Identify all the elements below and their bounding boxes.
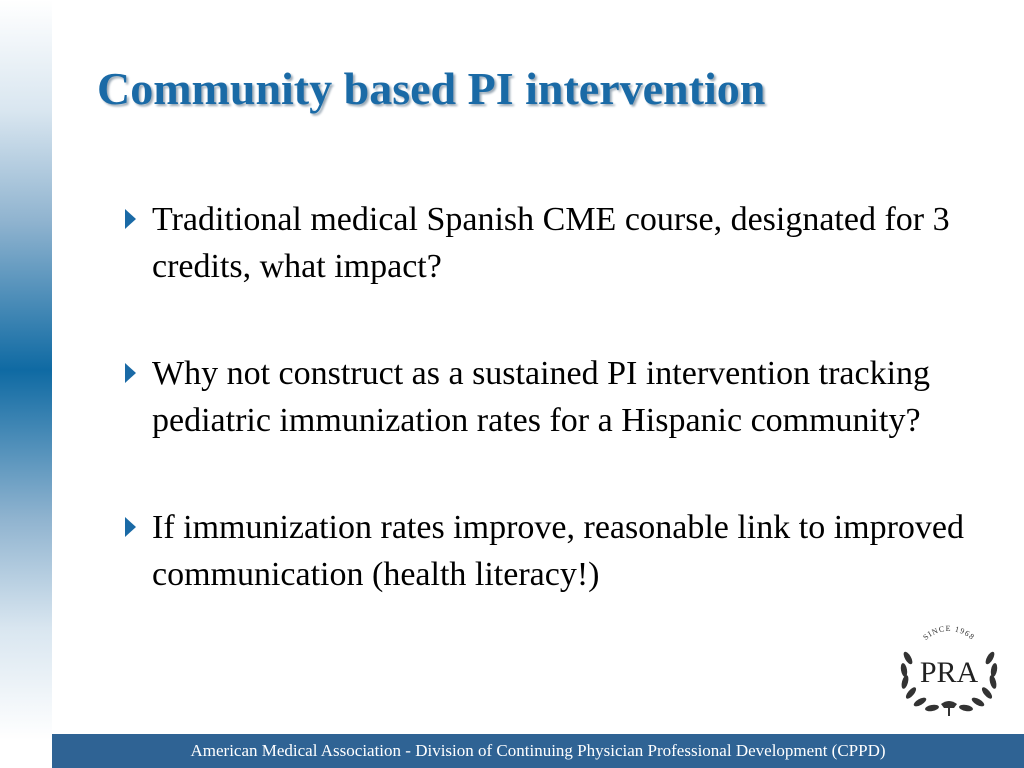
slide-title: Community based PI intervention (97, 63, 766, 114)
bullet-item (125, 350, 965, 444)
bullet-text: Traditional medical Spanish CME course, designated for 3 credits, what impact? (152, 201, 950, 285)
bullet-text: Why not construct as a sustained PI intervention tracking pediatric immunization rates for a Hispanic community? (152, 355, 931, 439)
triangle-right-icon (125, 517, 136, 537)
logo-letters: PRA (919, 656, 979, 689)
bullet-text: If immunization rates improve, reasonable link to improved communication (health literacy!) (152, 509, 964, 593)
triangle-right-icon (125, 363, 136, 383)
triangle-right-icon (125, 209, 136, 229)
bullet-item (125, 196, 965, 290)
left-gradient-band (0, 0, 52, 740)
bullet-item (125, 504, 965, 598)
footer-text: American Medical Association - Division of Continuing Physician Professional Development (CPPD) (190, 741, 886, 760)
pra-logo (894, 620, 1004, 720)
svg-text:SINCE 1968 (921, 624, 976, 642)
logo-since-text: SINCE 1968 (921, 623, 977, 642)
footer-bar (52, 734, 1024, 768)
bullet-list (125, 196, 965, 598)
